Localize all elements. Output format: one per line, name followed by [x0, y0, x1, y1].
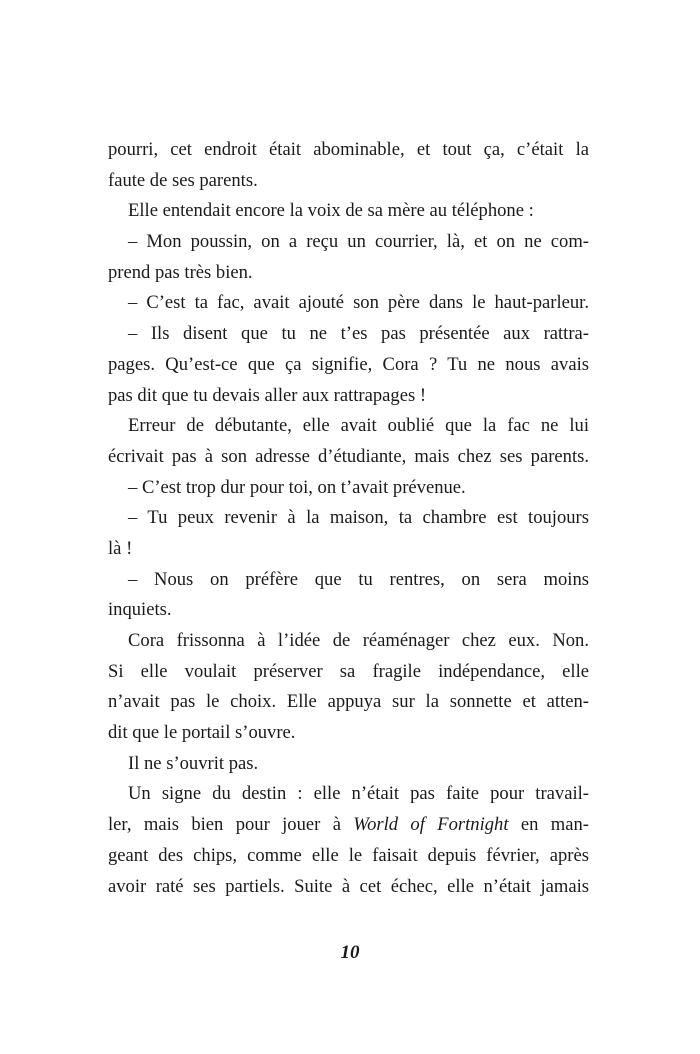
text-line: Il ne s’ouvrit pas. [128, 752, 259, 774]
text-line: prend pas très bien. [108, 261, 253, 283]
text-line: – Tu peux revenir à la maison, ta chambre est toujours [128, 507, 589, 529]
text-line: – C’est trop dur pour toi, on t’avait prévenue. [128, 476, 466, 498]
body-text [108, 135, 589, 902]
text-line: Erreur de débutante, elle avait oublié que la fac ne lui [128, 415, 589, 437]
text-line: Elle entendait encore la voix de sa mère au téléphone : [128, 200, 534, 222]
text-line: – Nous on préfère que tu rentres, on sera moins [128, 568, 589, 590]
text-line: avoir raté ses partiels. Suite à cet échec, elle n’était jamais [108, 875, 589, 897]
text-line: inquiets. [108, 599, 172, 621]
text-line: pourri, cet endroit était abominable, et tout ça, c’était la [108, 139, 589, 160]
text-line: écrivait pas à son adresse d’étudiante, mais chez ses parents. [108, 445, 589, 467]
text-line: – C’est ta fac, avait ajouté son père dans le haut-parleur. [128, 292, 589, 314]
text-line: geant des chips, comme elle le faisait depuis février, après [108, 844, 589, 866]
text-line: Si elle voulait préserver sa fragile indépendance, elle [108, 660, 589, 682]
text-segment: en man- [508, 814, 589, 836]
text-line: pages. Qu’est-ce que ça signifie, Cora ? Tu ne nous avais [108, 353, 589, 375]
text-line [108, 810, 589, 841]
text-segment: ler, mais bien pour jouer à [108, 814, 354, 836]
text-line: là ! [108, 537, 133, 559]
page-number: 10 [340, 942, 360, 963]
text-line: – Mon poussin, on a reçu un courrier, là, et on ne com- [128, 231, 589, 253]
text-line: Un signe du destin : elle n’était pas faite pour travail- [128, 783, 589, 805]
text-line: pas dit que tu devais aller aux rattrapages ! [108, 384, 427, 406]
text-line: n’avait pas le choix. Elle appuya sur la sonnette et atten- [108, 691, 589, 713]
text-line: dit que le portail s’ouvre. [108, 722, 296, 744]
text-line: Cora frissonna à l’idée de réaménager chez eux. Non. [128, 630, 589, 651]
game-title: World of Fortnight [353, 814, 509, 836]
text-line: – Ils disent que tu ne t’es pas présentée aux rattra- [128, 323, 589, 345]
text-line: faute de ses parents. [108, 169, 258, 191]
